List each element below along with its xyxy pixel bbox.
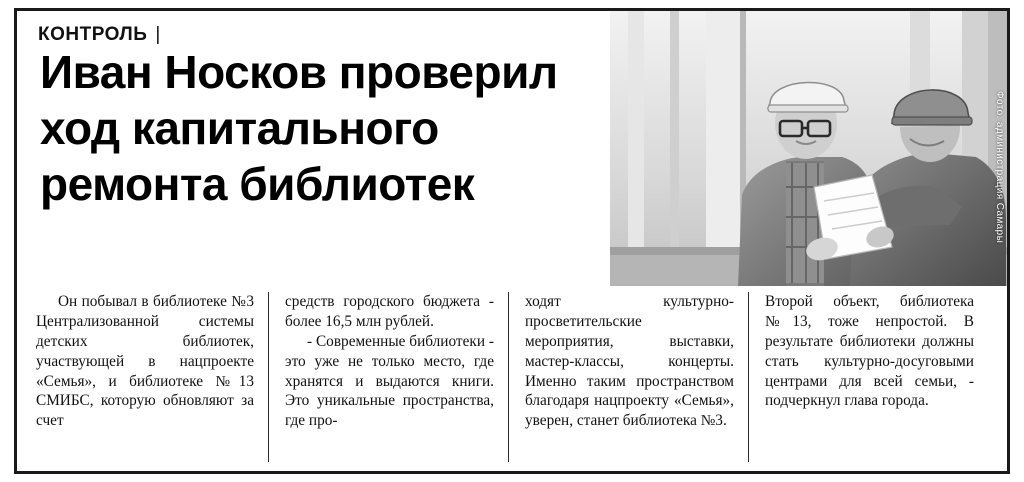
kicker-label: КОНТРОЛЬ (38, 24, 148, 45)
body-column-4 (748, 292, 988, 462)
body-column-2 (268, 292, 508, 462)
paragraph: ходят культурно-просветительские мероприятия, выставки, мастер-классы, концерты. Именно таким пространством благодаря нацпроекту «Семья», уверен, станет библиотека №3. (525, 293, 734, 430)
headline-line-1: Иван Носков проверил (40, 46, 558, 98)
page-title (40, 44, 600, 212)
headline-line-3: ремонта библиотек (40, 158, 475, 211)
kicker-divider: | (155, 24, 161, 45)
body-column-3 (508, 292, 748, 462)
article-kicker (38, 24, 161, 46)
paragraph: средств городского бюджета - более 16,5 млн рублей. (285, 293, 494, 330)
paragraph: Он побывал в библиотеке №3 Централизованной системы детских библиотек, участвующей в нацпроекте «Семья», и библиотеке №13 СМИБС, которую обновляют за счет (36, 293, 254, 430)
paragraph: Второй объект, библиотека №13, тоже непростой. В результате библиотеки должны стать культурно-досуговыми центрами для всей семьи, - подчеркнул глава города. (765, 293, 974, 410)
headline-line-2: ход капитального (40, 102, 439, 155)
photo-graphic (610, 11, 1007, 286)
body-column-1 (36, 292, 268, 462)
paragraph: - Современные библиотеки - это уже не только место, где хранятся и выдаются книги. Это уникальные пространства, где про- (285, 332, 494, 430)
article-photo (610, 11, 1007, 286)
body-columns (36, 292, 988, 462)
photo-credit: Фото: администрация Самары (994, 91, 1005, 244)
